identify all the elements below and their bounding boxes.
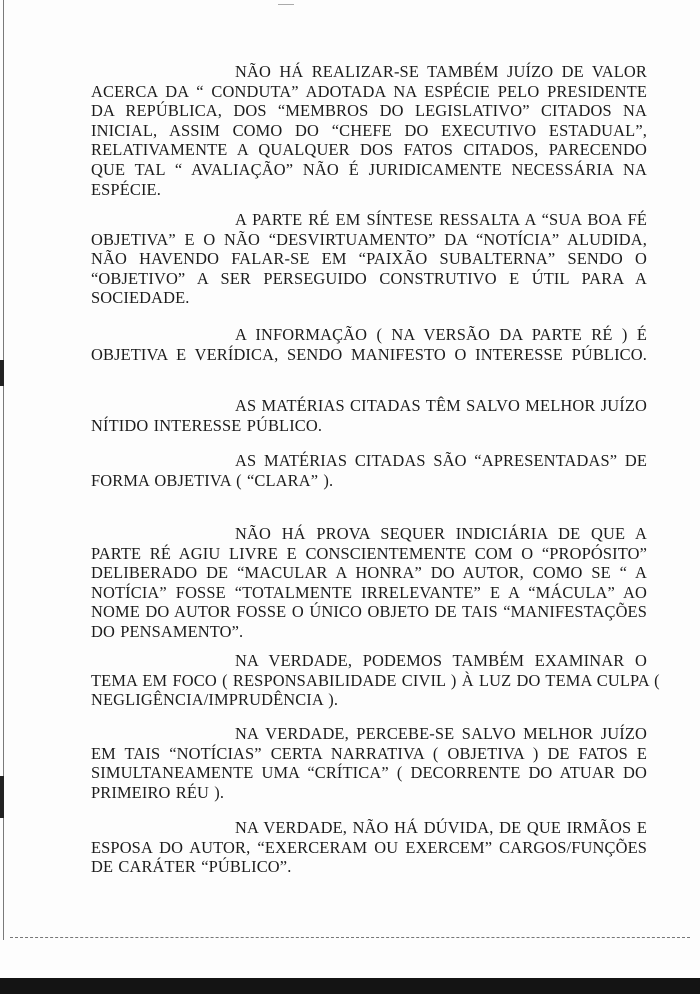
paragraph xyxy=(91,325,647,364)
paragraph-line: INICIAL, ASSIM COMO DO “CHEFE DO EXECUTIVO ESTADUAL”, xyxy=(91,120,647,140)
paragraph xyxy=(91,210,647,308)
paragraph-line: EM TAIS “NOTÍCIAS” CERTA NARRATIVA ( OBJETIVA ) DE FATOS E xyxy=(91,743,647,763)
scan-mark xyxy=(278,4,294,5)
paragraph-line: NÃO HÁ REALIZAR-SE TAMBÉM JUÍZO DE VALOR xyxy=(235,62,647,81)
paragraph xyxy=(91,724,647,802)
paragraph xyxy=(91,451,647,490)
paragraph-line: SIMULTANEAMENTE UMA “CRÍTICA” ( DECORRENTE DO ATUAR DO xyxy=(91,763,647,783)
paragraph-line: TEMA EM FOCO ( RESPONSABILIDADE CIVIL ) À LUZ DO TEMA CULPA ( xyxy=(91,670,660,690)
paragraph-line: A PARTE RÉ EM SÍNTESE RESSALTA A “SUA BOA FÉ xyxy=(235,210,647,229)
scan-bottom-rule xyxy=(10,937,690,938)
paragraph-line: SOCIEDADE. xyxy=(91,288,190,308)
paragraph-line: ESPÉCIE. xyxy=(91,179,161,199)
paragraph-line: NEGLIGÊNCIA/IMPRUDÊNCIA ). xyxy=(91,690,339,710)
paragraph xyxy=(91,651,660,710)
paragraph-line: DELIBERADO DE “MACULAR A HONRA” DO AUTOR, COMO SE “ A xyxy=(91,563,647,583)
paragraph xyxy=(91,818,647,877)
paragraph-line: AS MATÉRIAS CITADAS SÃO “APRESENTADAS” DE xyxy=(235,451,647,470)
paragraph-line: DO PENSAMENTO”. xyxy=(91,621,244,641)
paragraph xyxy=(91,62,647,199)
paragraph-line: NÍTIDO INTERESSE PÚBLICO. xyxy=(91,415,323,435)
paragraph-line: “OBJETIVO” A SER PERSEGUIDO CONSTRUTIVO E ÚTIL PARA A xyxy=(91,268,647,288)
paragraph-line: NOME DO AUTOR FOSSE O ÚNICO OBJETO DE TAIS “MANIFESTAÇÕES xyxy=(91,602,647,622)
paragraph-line: ESPOSA DO AUTOR, “EXERCERAM OU EXERCEM” CARGOS/FUNÇÕES xyxy=(91,837,647,857)
paragraph-line: NOTÍCIA” FOSSE “TOTALMENTE IRRELEVANTE” E A “MÁCULA” AO xyxy=(91,582,647,602)
scan-edge-mark xyxy=(0,776,4,818)
paragraph-line: RELATIVAMENTE A QUALQUER DOS FATOS CITADOS, PARECENDO xyxy=(91,140,647,160)
paragraph-line: NÃO HÁ PROVA SEQUER INDICIÁRIA DE QUE A xyxy=(235,524,647,543)
paragraph-line: QUE TAL “ AVALIAÇÃO” NÃO É JURIDICAMENTE NECESSÁRIA NA xyxy=(91,159,647,179)
paragraph-line: AS MATÉRIAS CITADAS TÊM SALVO MELHOR JUÍZO xyxy=(235,396,647,415)
paragraph-line: OBJETIVA E VERÍDICA, SENDO MANIFESTO O INTERESSE PÚBLICO. xyxy=(91,344,647,364)
paragraph-line: NA VERDADE, PODEMOS TAMBÉM EXAMINAR O xyxy=(235,651,647,670)
paragraph-line: OBJETIVA” E O NÃO “DESVIRTUAMENTO” DA “NOTÍCIA” ALUDIDA, xyxy=(91,229,647,249)
scan-bottom-edge xyxy=(0,978,700,994)
paragraph-line: PARTE RÉ AGIU LIVRE E CONSCIENTEMENTE COM O “PROPÓSITO” xyxy=(91,543,647,563)
paragraph xyxy=(91,524,647,642)
paragraph-line: NA VERDADE, NÃO HÁ DÚVIDA, DE QUE IRMÃOS E xyxy=(235,818,647,837)
paragraph-line: FORMA OBJETIVA ( “CLARA” ). xyxy=(91,470,334,490)
paragraph-line: A INFORMAÇÃO ( NA VERSÃO DA PARTE RÉ ) É xyxy=(235,325,647,344)
paragraph-line: PRIMEIRO RÉU ). xyxy=(91,782,225,802)
scan-edge-mark xyxy=(0,360,4,386)
paragraph xyxy=(91,396,647,435)
paragraph-line: DA REPÚBLICA, DOS “MEMBROS DO LEGISLATIVO” CITADOS NA xyxy=(91,101,647,121)
paragraph-line: ACERCA DA “ CONDUTA” ADOTADA NA ESPÉCIE PELO PRESIDENTE xyxy=(91,81,647,101)
paragraph-line: NA VERDADE, PERCEBE-SE SALVO MELHOR JUÍZO xyxy=(235,724,647,743)
paragraph-line: DE CARÁTER “PÚBLICO”. xyxy=(91,857,292,877)
paragraph-line: NÃO HAVENDO FALAR-SE EM “PAIXÃO SUBALTERNA” SENDO O xyxy=(91,249,647,269)
